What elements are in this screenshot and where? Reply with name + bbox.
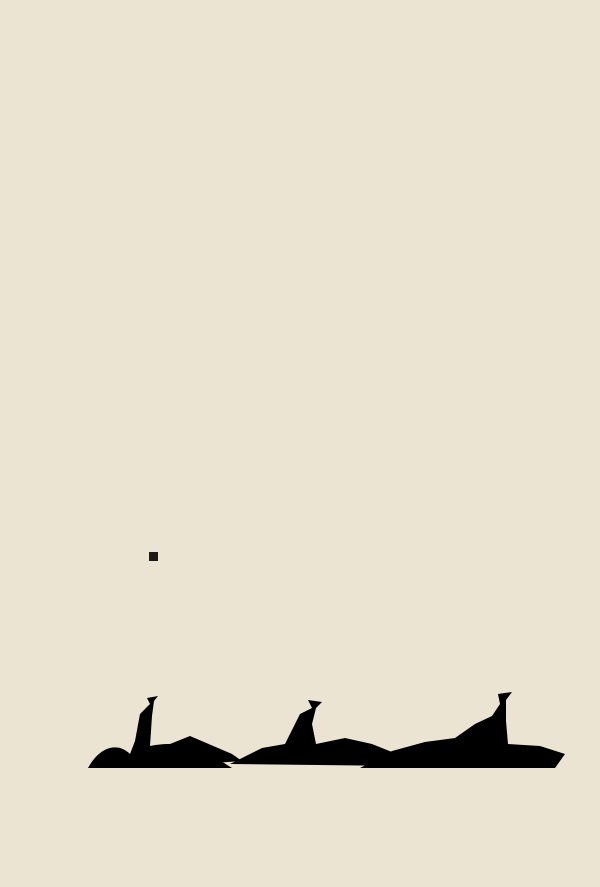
section-heading (149, 549, 162, 563)
crane-right (360, 692, 565, 768)
square-bullet-icon (149, 552, 158, 561)
three-cranes-illustration (88, 692, 565, 768)
crease-pattern-diagram (0, 576, 600, 776)
